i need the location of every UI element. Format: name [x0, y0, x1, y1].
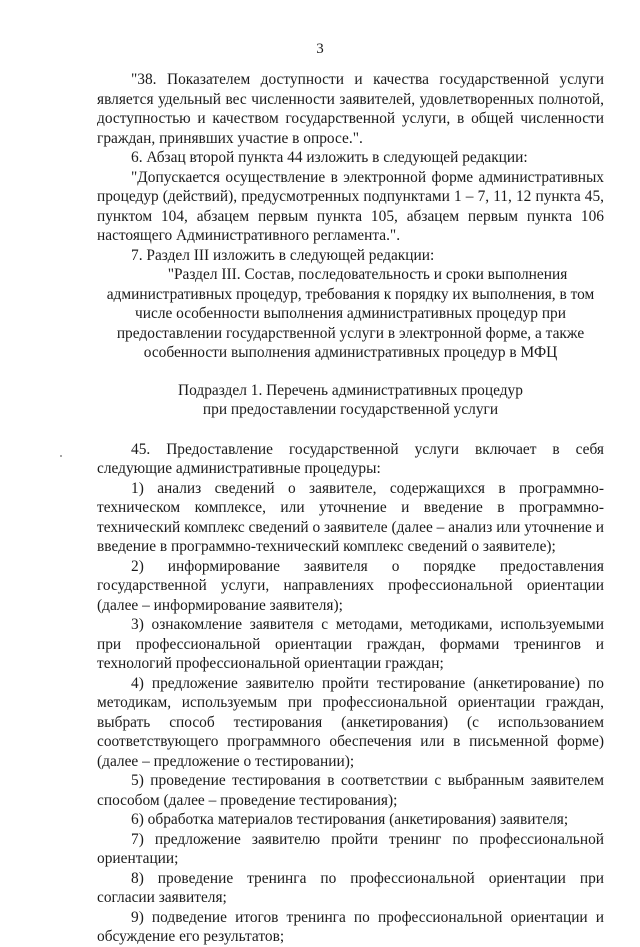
paragraph-item-7: 7. Раздел III изложить в следующей редакции: [131, 246, 435, 264]
document-body [97, 70, 604, 947]
section-3-title: "Раздел III. Состав, последовательность и сроки выполнения административных процедур, требования к порядку их выполнения, в том числе особенности выполнения административных процедур при предоставлении государственной услуги в электронной форме, а также особенности выполнения административных процедур в МФЦ [106, 266, 595, 361]
paragraph-38: "38. Показателем доступности и качества государственной услуги является удельный вес численности заявителей, удовлетворенных полнотой, доступностью и качеством государственной услуги, в общей численности граждан, принявших участие в опросе.". [97, 71, 604, 147]
subsection-title-line2: при предоставлении государственной услуги [202, 401, 499, 418]
paragraph-45-intro: 45. Предоставление государственной услуги включает в себя следующие административные процедуры: [97, 440, 604, 477]
page-number: 3 [316, 41, 324, 57]
list-item: 5) проведение тестирования в соответствии с выбранным заявителем способом (далее – проведение тестирования); [97, 772, 604, 809]
paragraph-item-6: 6. Абзац второй пункта 44 изложить в следующей редакции: [131, 149, 528, 166]
list-item: 3) ознакомление заявителя с методами, методиками, используемыми при профессиональной ориентации граждан, формами тренингов и технологий профессиональной ориентации граждан; [97, 616, 604, 672]
list-item: 4) предложение заявителю пройти тестирование (анкетирование) по методикам, используемым при профессиональной ориентации граждан, выбрать способ тестирования (анкетирования) (с использованием соответствующего программного обеспечения или в письменной форме) (далее – предложение о тестировании); [97, 674, 604, 770]
list-item: 6) обработка материалов тестирования (анкетирования) заявителя; [131, 811, 569, 828]
list-item: 1) анализ сведений о заявителе, содержащихся в программно-техническом комплексе, или уточнение и введение в программно-технический комплекс сведений о заявителе (далее – анализ или уточнение и введение в программно-технический комплекс сведений о заявителе); [97, 479, 604, 555]
subsection-title-line1: Подраздел 1. Перечень административных процедур [178, 381, 523, 399]
list-item: 9) подведение итогов тренинга по профессиональной ориентации и обсуждение его результатов; [97, 908, 604, 945]
spacer [97, 363, 604, 381]
list-item: 8) проведение тренинга по профессиональной ориентации при согласии заявителя; [97, 869, 604, 906]
paragraph-quote-44: "Допускается осуществление в электронной форме административных процедур (действий), предусмотренных подпунктами 1 – 7, 11, 12 пункта 45, пунктом 104, абзацем первым пункта 105, абзацем первым пункта 106 настоящего Административного регламента.". [97, 168, 604, 244]
list-item: 2) информирование заявителя о порядке предоставления государственной услуги, направлениях профессиональной ориентации (далее – информирование заявителя); [97, 557, 604, 614]
list-item: 7) предложение заявителю пройти тренинг по профессиональной ориентации; [97, 830, 604, 867]
spacer [97, 420, 604, 440]
scan-speck [60, 455, 62, 457]
